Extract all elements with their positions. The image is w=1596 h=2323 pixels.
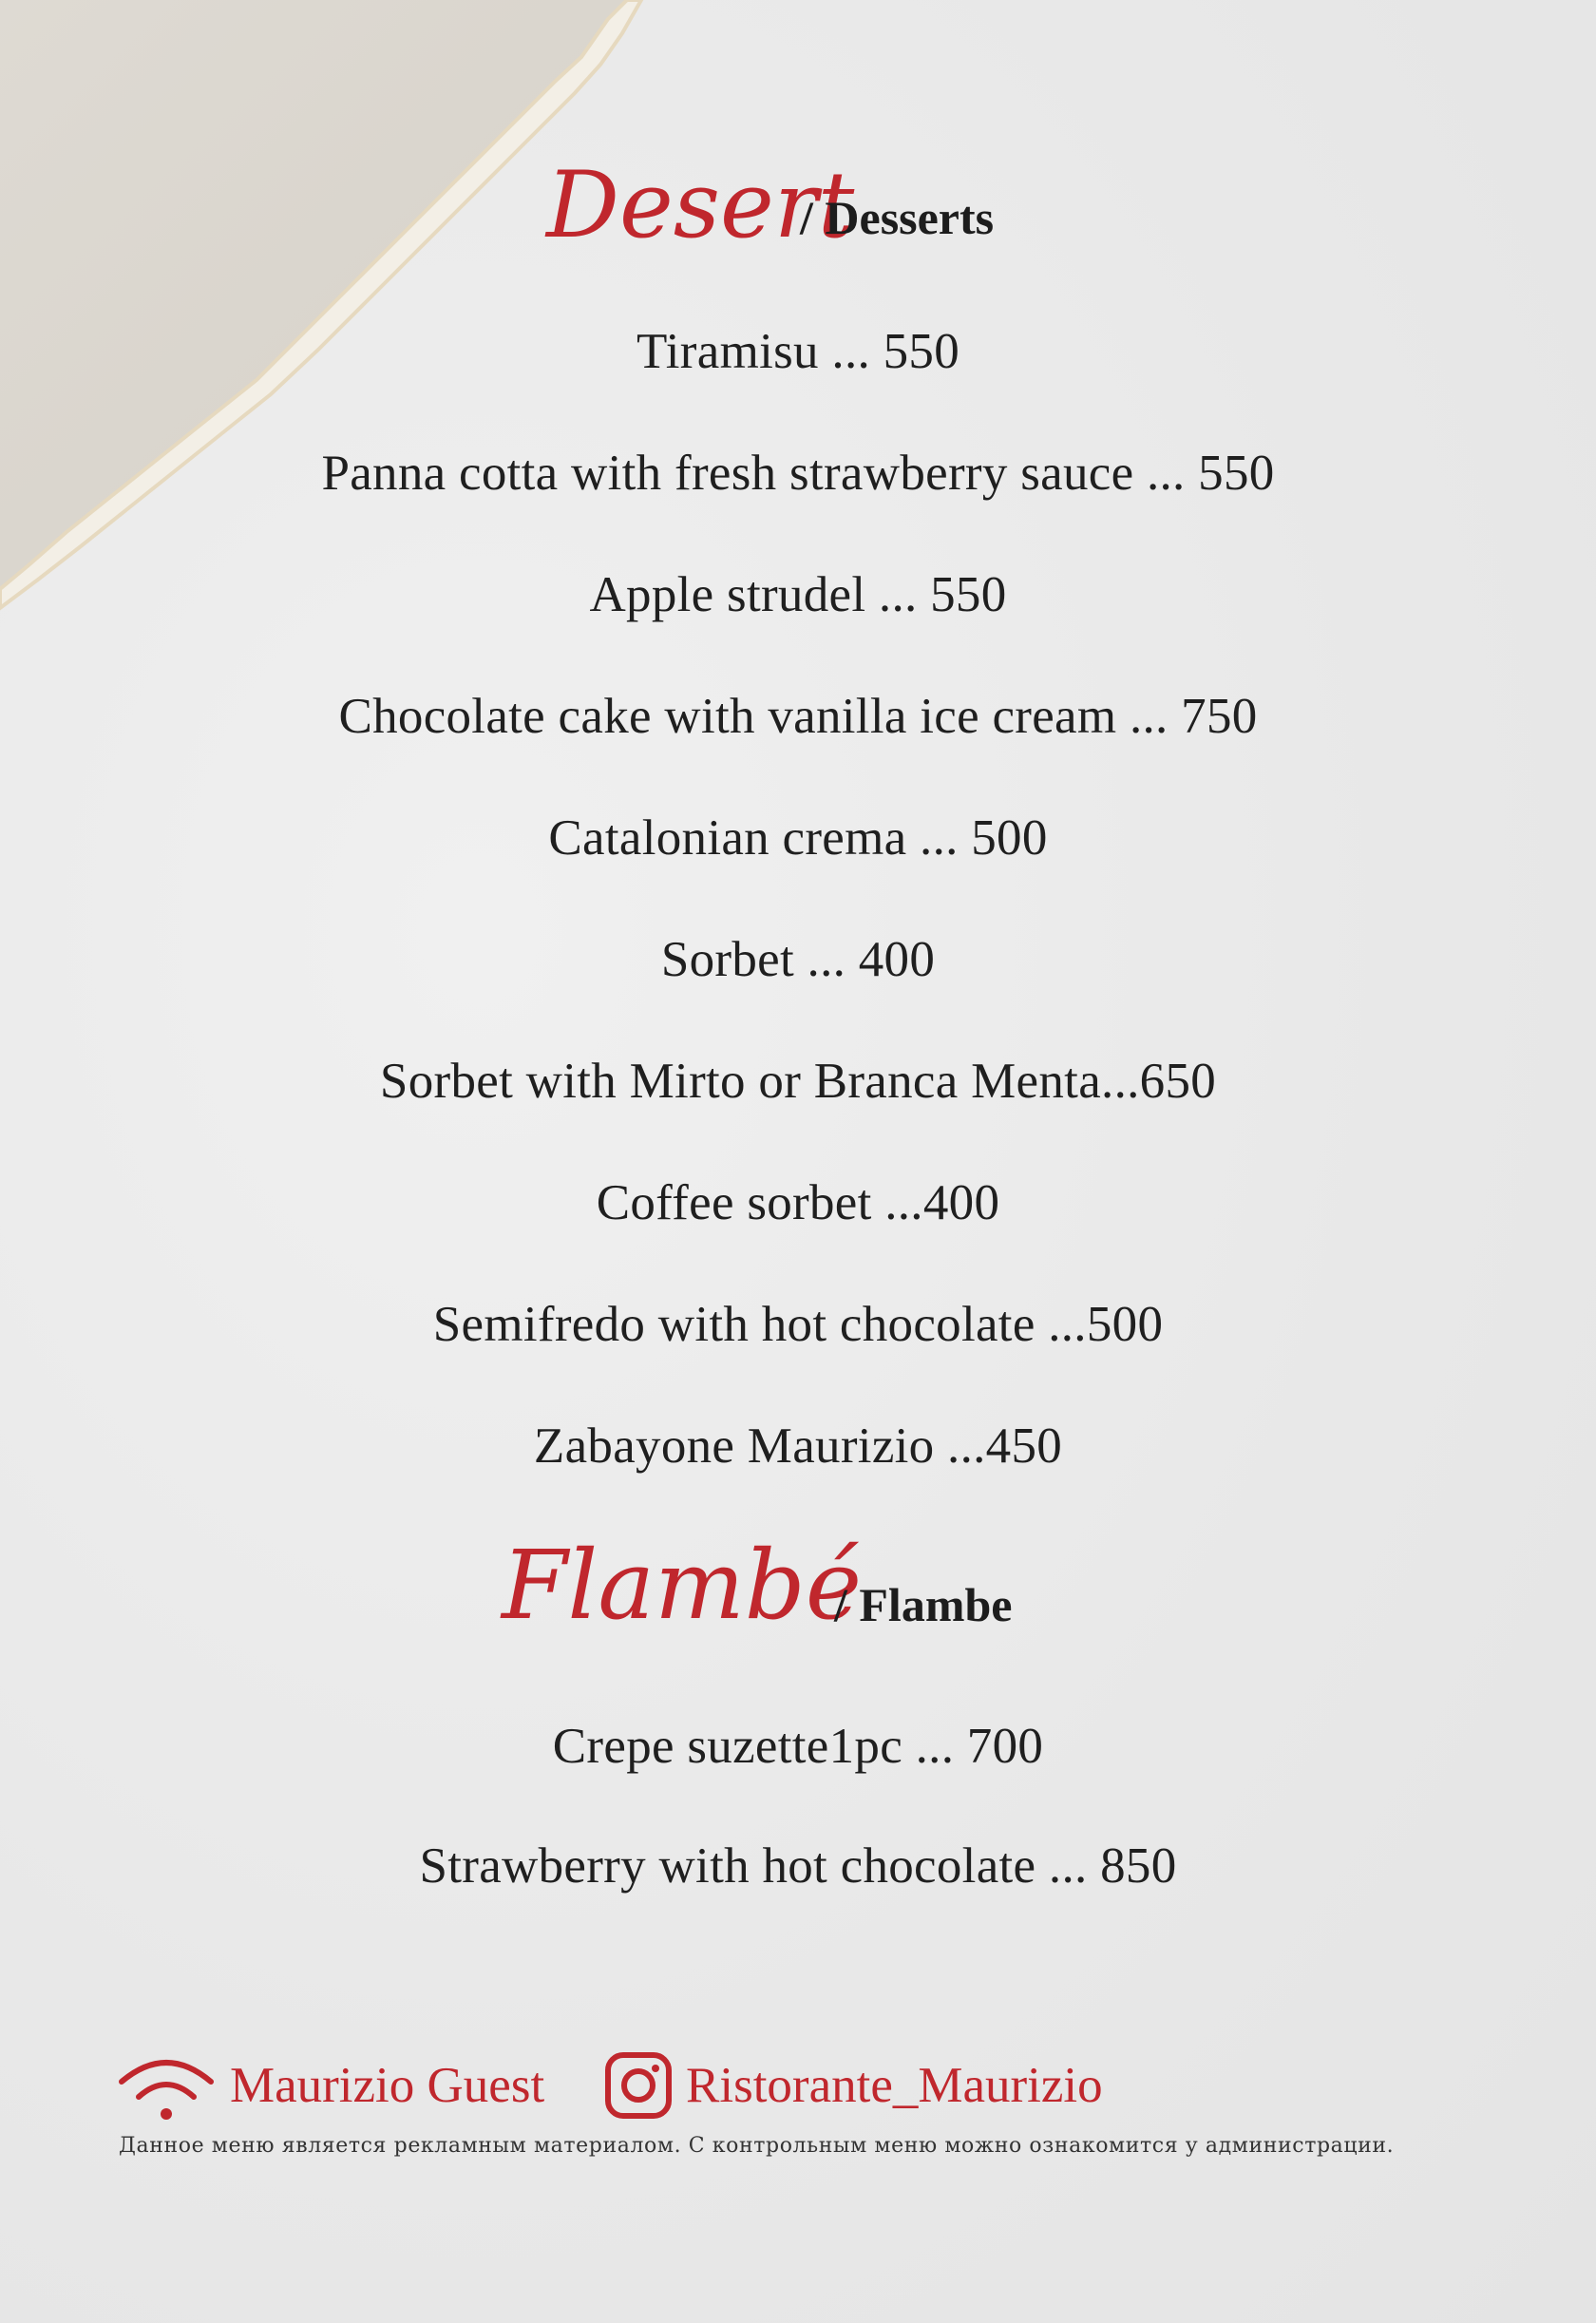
- wifi-network: [116, 2043, 544, 2128]
- menu-item: Tiramisu ... 550: [636, 324, 960, 379]
- menu-item: Chocolate cake with vanilla ice cream ... 750: [338, 689, 1258, 744]
- menu-item: Apple strudel ... 550: [589, 567, 1007, 622]
- disclaimer-text: Данное меню является рекламным материалом. С контрольным меню можно ознакомится у администрации.: [119, 2134, 1395, 2158]
- instagram-link[interactable]: [604, 2043, 1103, 2128]
- instagram-icon: [604, 2051, 673, 2120]
- desserts-heading: [0, 143, 1596, 295]
- wifi-icon: [116, 2047, 217, 2123]
- instagram-label[interactable]: Ristorante_Maurizio: [686, 2058, 1103, 2113]
- menu-item: Crepe suzette1pc ... 700: [552, 1719, 1044, 1774]
- desserts-sub-title: / Desserts: [800, 191, 995, 244]
- flambe-sub-title: / Flambe: [834, 1578, 1013, 1631]
- wifi-label: Maurizio Guest: [230, 2058, 545, 2113]
- menu-item: Zabayone Maurizio ...450: [533, 1419, 1063, 1474]
- desserts-script-title: Desert: [546, 152, 855, 258]
- footer-links: [0, 2043, 1596, 2128]
- menu-item: Sorbet with Mirto or Branca Menta...650: [379, 1054, 1217, 1109]
- flambe-heading: [0, 1520, 1596, 1672]
- menu-item: Semifredo with hot chocolate ...500: [432, 1297, 1164, 1352]
- menu-item: Catalonian crema ... 500: [548, 810, 1048, 866]
- menu-item: Coffee sorbet ...400: [596, 1175, 1000, 1230]
- menu-item: Strawberry with hot chocolate ... 850: [419, 1838, 1177, 1894]
- menu-item: Sorbet ... 400: [660, 932, 936, 987]
- menu-item: Panna cotta with fresh strawberry sauce ... 550: [321, 446, 1275, 501]
- flambe-script-title: Flambé: [502, 1530, 863, 1641]
